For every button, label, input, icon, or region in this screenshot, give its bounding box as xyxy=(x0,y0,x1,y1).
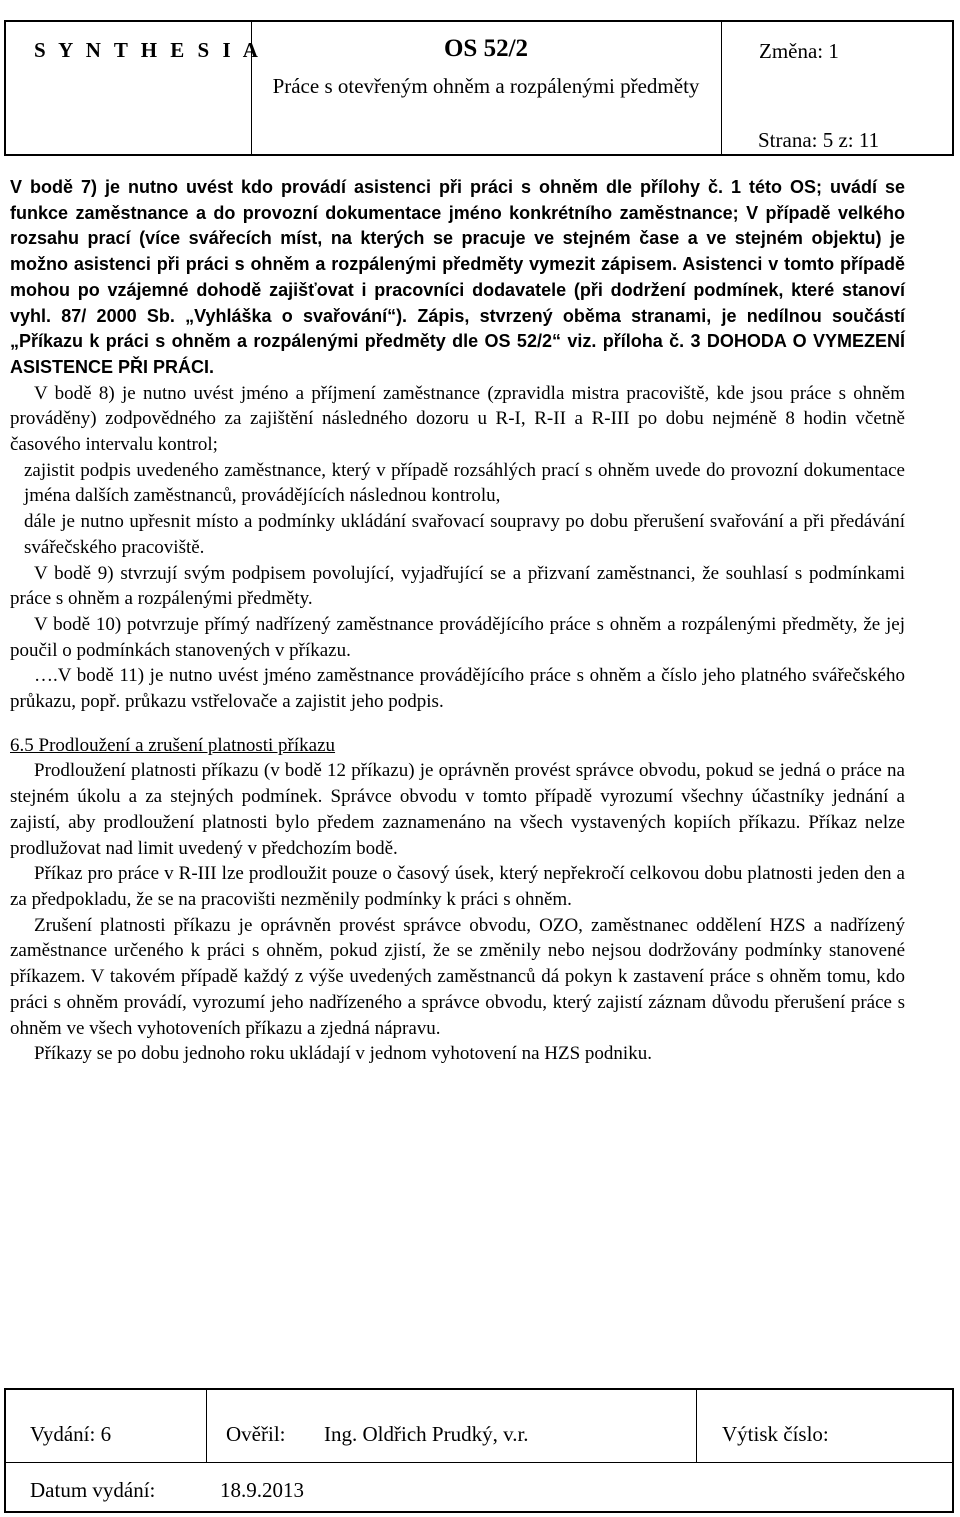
footer-divider xyxy=(206,1390,207,1462)
document-number: OS 52/2 xyxy=(443,35,529,62)
company-name: S Y N T H E S I A xyxy=(34,38,262,62)
paragraph-welding-set: dále je nutno upřesnit místo a podmínky ukládání svařovací soupravy po dobu přerušení svařování a při předávání svářečského pracoviště. xyxy=(24,511,905,558)
edition-number: Vydání: 6 xyxy=(30,1422,112,1446)
paragraph-r3-extension: Příkaz pro práce v R-III lze prodloužit pouze o časový úsek, který nepřekročí celkovou dobu platnosti jeden den a za předpokladu, že se na pracovišti nezměnily podmínky k práci s ohněm. xyxy=(10,863,905,910)
verified-by: Ing. Oldřich Prudký, v.r. xyxy=(324,1422,529,1446)
header-company-cell xyxy=(6,22,262,154)
issue-date-label: Datum vydání: xyxy=(30,1478,156,1502)
footer-divider xyxy=(696,1390,697,1462)
header-info-cell xyxy=(721,22,952,154)
header-title-cell xyxy=(251,22,722,154)
document-title: Práce s otevřeným ohněm a rozpálenými předměty xyxy=(272,74,700,98)
paragraph-point-11: ….V bodě 11) je nutno uvést jméno zaměstnance provádějícího práce s ohněm a číslo jeho platného svářečského průkazu, popř. průkazu vstřelovače a zajistit jeho podpis. xyxy=(10,665,905,713)
footer-divider xyxy=(6,1462,952,1463)
section-heading: 6.5 Prodloužení a zrušení platnosti příkazu xyxy=(10,734,336,756)
paragraph-signature: zajistit podpis uvedeného zaměstnance, který v případě rozsáhlých prací s ohněm uvede do provozní dokumentace jména dalších zaměstnanců, provádějících následnou kontrolu, xyxy=(24,459,905,507)
revision-number: Změna: 1 xyxy=(759,39,839,63)
copy-number-label: Výtisk číslo: xyxy=(722,1422,829,1446)
page-number: Strana: 5 z: 11 xyxy=(758,128,880,152)
paragraph-point-8: V bodě 8) je nutno uvést jméno a příjmení zaměstnance (zpravidla mistra pracoviště, kde jsou práce s ohněm prováděny) zodpovědného za zajištění následného dozoru u R-I, R-II a R-III po dobu nejméně 8 hodin včetně časového intervalu kontrol; xyxy=(10,382,905,456)
verified-label: Ověřil: xyxy=(226,1422,286,1446)
paragraph-point-9: V bodě 9) stvrzují svým podpisem povolující, vyjadřující se a přizvaní zaměstnanci, že souhlasí s podmínkami práce s ohněm a rozpálenými předměty. xyxy=(10,562,905,610)
issue-date: 18.9.2013 xyxy=(220,1478,304,1502)
paragraph-cancellation: Zrušení platnosti příkazu je oprávněn provést správce obvodu, OZO, zaměstnanec oddělení HZS a nadřízený zaměstnance určeného k práci s ohněm, pokud zjistí, že se změnily nebo nejsou dodržovány podmínky stanovené příkazem. V takovém případě každý z výše uvedených zaměstnanců dá pokyn k zastavení práce s ohněm tomu, kdo práci s ohněm provádí, vyrozumí jeho nadřízeného a správce obvodu, který zajistí záznam důvodu přerušení práce s ohněm ve všech vyhotoveních příkazu a zjedná nápravu. xyxy=(10,914,905,1039)
paragraph-point-10: V bodě 10) potvrzuje přímý nadřízený zaměstnance provádějícího práce s ohněm a rozpálenými předměty, že jej poučil o podmínkách stanovených v příkazu. xyxy=(10,613,905,661)
document-body xyxy=(10,175,905,1067)
paragraph-archiving: Příkazy se po dobu jednoho roku ukládají v jednom vyhotovení na HZS podniku. xyxy=(34,1043,652,1065)
paragraph-extension: Prodloužení platnosti příkazu (v bodě 12 příkazu) je oprávněn provést správce obvodu, pokud se jedná o práce na stejném úkolu a za stejných podmínek. Správce obvodu v tomto případě vyrozumí všechny účastníky jednání a zajistí, aby prodloužení platnosti bylo předem zaznamenáno na všech vystavených kopiích příkazu. Příkaz nelze prodlužovat nad limit uvedený v předchozím bodě. xyxy=(10,760,905,859)
document-header xyxy=(4,20,954,156)
paragraph-point-7: V bodě 7) je nutno uvést kdo provádí asistenci při práci s ohněm dle přílohy č. 1 této OS; uvádí se funkce zaměstnance a do provozní dokumentace jméno konkrétního zaměstnance; V případě velkého rozsahu prací (více svářecích míst, na kterých se pracuje ve stejném čase a ve stejném objektu) je možno asistenci při práci s ohněm a rozpálenými předměty vymezit zápisem. Asistenci v tomto případě mohou po vzájemné dohodě zajišťovat i pracovníci dodavatele (při dodržení podmínek, které stanoví vyhl. 87/ 2000 Sb. „Vyhláška o svařování“). Zápis, stvrzený oběma stranami, je nedílnou součástí „Příkazu k práci s ohněm a rozpálenými předměty dle OS 52/2“ viz. příloha č. 3 DOHODA O VYMEZENÍ ASISTENCE PŘI PRÁCI. xyxy=(10,177,905,377)
document-footer xyxy=(4,1388,954,1513)
